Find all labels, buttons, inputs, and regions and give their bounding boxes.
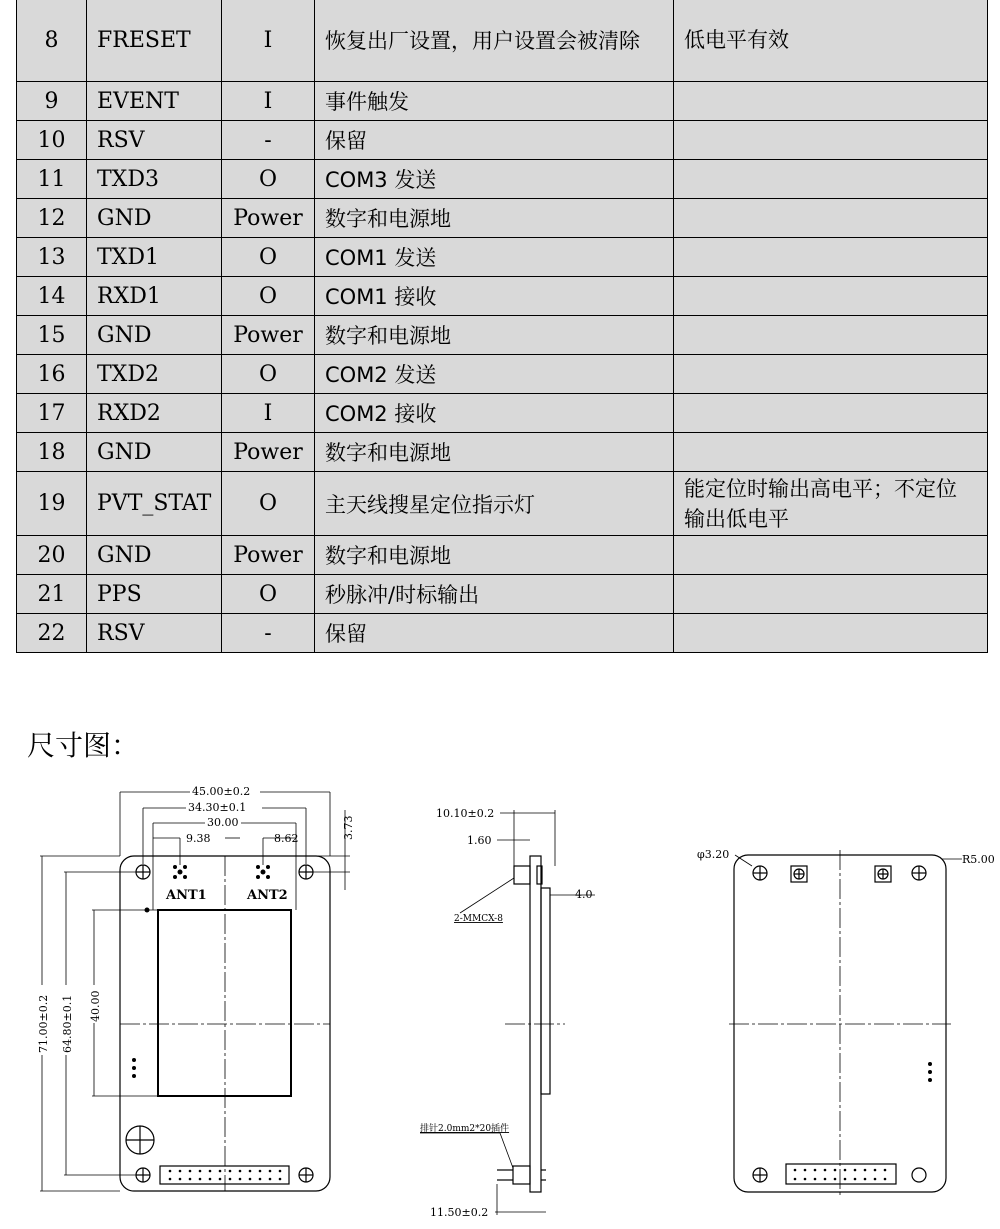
pin-direction-cell: O: [222, 238, 315, 277]
pin-name-cell: GND: [87, 536, 222, 575]
pin-direction-cell: Power: [222, 433, 315, 472]
pin-number-cell: 10: [17, 121, 87, 160]
pin-direction-cell: O: [222, 575, 315, 614]
dim-ant1-offset: 9.38: [186, 832, 211, 845]
hole-diameter-label: φ3.20: [697, 848, 730, 861]
table-row: [17, 394, 988, 433]
dim-hole-vertical: 64.80±0.1: [61, 994, 74, 1053]
pin-number-cell: 22: [17, 614, 87, 653]
dim-screen-width: 30.00: [207, 816, 239, 829]
table-row: [17, 277, 988, 316]
mmcx-label: 2-MMCX-8: [454, 914, 503, 924]
large-hole-icon: [126, 1126, 154, 1154]
pin-note-cell: [674, 536, 988, 575]
dim-width-total: 45.00±0.2: [192, 785, 251, 798]
pin-note-cell: [674, 121, 988, 160]
pin-note-cell: [674, 238, 988, 277]
dim-top-margin: 3.73: [342, 815, 355, 840]
pin-direction-cell: I: [222, 394, 315, 433]
pin-note-cell: [674, 82, 988, 121]
pin-note-cell: [674, 614, 988, 653]
pin-name-cell: PVT_STAT: [87, 472, 222, 536]
pin-direction-cell: O: [222, 472, 315, 536]
table-row: [17, 536, 988, 575]
pin-direction-cell: -: [222, 614, 315, 653]
pin-number-cell: 14: [17, 277, 87, 316]
pin-description-cell: 恢复出厂设置，用户设置会被清除: [315, 0, 674, 82]
table-row: [17, 199, 988, 238]
pin-number-cell: 15: [17, 316, 87, 355]
back-connector-icon: [791, 866, 807, 882]
mount-hole-plain-icon: [912, 1168, 926, 1182]
pin-direction-cell: O: [222, 160, 315, 199]
table-row: [17, 316, 988, 355]
pin-description-cell: 主天线搜星定位指示灯: [315, 472, 674, 536]
pin-number-cell: 20: [17, 536, 87, 575]
pin-name-cell: GND: [87, 316, 222, 355]
pin-description-cell: COM2 接收: [315, 394, 674, 433]
pin-direction-cell: I: [222, 0, 315, 82]
front-view: [40, 792, 350, 1191]
pin-name-cell: EVENT: [87, 82, 222, 121]
mount-hole-icon: [753, 1168, 767, 1182]
dim-height-total: 71.00±0.2: [37, 994, 50, 1053]
pin-direction-cell: O: [222, 355, 315, 394]
corner-radius-label: R5.00: [962, 853, 995, 866]
pin-direction-cell: O: [222, 277, 315, 316]
pin-name-cell: TXD2: [87, 355, 222, 394]
pin-table-body: [17, 0, 988, 653]
table-row: [17, 121, 988, 160]
dim-ant2-offset: 8.62: [274, 832, 299, 845]
pin-note-cell: [674, 394, 988, 433]
dim-right: 4.0: [575, 888, 593, 901]
pin-direction-cell: Power: [222, 536, 315, 575]
pin-note-cell: [674, 160, 988, 199]
mount-hole-icon: [299, 1168, 313, 1182]
table-row: [17, 472, 988, 536]
screen-outline: [158, 910, 291, 1096]
pin-number-cell: 11: [17, 160, 87, 199]
table-row: [17, 614, 988, 653]
pin-number-cell: 17: [17, 394, 87, 433]
pin-name-cell: GND: [87, 199, 222, 238]
pin-number-cell: 12: [17, 199, 87, 238]
pin-description-cell: 秒脉冲/时标输出: [315, 575, 674, 614]
pin-name-cell: RXD1: [87, 277, 222, 316]
side-mmcx-connector: [514, 866, 530, 884]
pin-note-cell: [674, 277, 988, 316]
pin-description-cell: 保留: [315, 614, 674, 653]
dimension-drawing: [0, 770, 1000, 1229]
dim-bottom: 11.50±0.2: [430, 1206, 489, 1219]
dimension-title: 尺寸图：: [27, 729, 140, 762]
back-connector-icon: [875, 866, 891, 882]
pin-name-cell: FRESET: [87, 0, 222, 82]
pin-number-cell: 16: [17, 355, 87, 394]
pin-number-cell: 21: [17, 575, 87, 614]
antenna-connector-icon: [256, 865, 270, 879]
pin-name-cell: RSV: [87, 614, 222, 653]
back-view: [729, 850, 962, 1196]
pin-header: [160, 1166, 289, 1184]
pin-number-cell: 13: [17, 238, 87, 277]
table-row: [17, 238, 988, 277]
table-row: [17, 355, 988, 394]
dim-screen-height: 40.00: [89, 990, 102, 1022]
pin-note-cell: 能定位时输出高电平；不定位输出低电平: [674, 472, 988, 536]
side-screen-outline: [541, 888, 550, 1094]
pin-note-cell: [674, 433, 988, 472]
mount-hole-icon: [136, 865, 150, 879]
dim-hole-spacing: 34.30±0.1: [188, 801, 247, 814]
pin-note-cell: [674, 199, 988, 238]
pin-description-cell: 保留: [315, 121, 674, 160]
side-pin-header: [513, 1166, 530, 1184]
mount-hole-icon: [136, 1168, 150, 1182]
pin-note-cell: [674, 575, 988, 614]
table-row: [17, 575, 988, 614]
pin-number-cell: 19: [17, 472, 87, 536]
table-row: [17, 82, 988, 121]
pinheader-label: 排针2.0mm2*20插件: [420, 1124, 510, 1134]
pin-description-cell: COM1 接收: [315, 277, 674, 316]
pin-number-cell: 9: [17, 82, 87, 121]
front-dimension-labels: [37, 785, 355, 1055]
pin-name-cell: GND: [87, 433, 222, 472]
ant1-label: ANT1: [166, 888, 207, 903]
pin-note-cell: [674, 316, 988, 355]
pin-direction-cell: Power: [222, 316, 315, 355]
pin-number-cell: 8: [17, 0, 87, 82]
pin-description-cell: 数字和电源地: [315, 536, 674, 575]
pin-note-cell: 低电平有效: [674, 0, 988, 82]
pin-direction-cell: -: [222, 121, 315, 160]
pin-description-cell: COM3 发送: [315, 160, 674, 199]
table-row: [17, 0, 988, 82]
pin-name-cell: PPS: [87, 575, 222, 614]
back-pin-header: [786, 1164, 896, 1184]
pin-description-cell: 数字和电源地: [315, 433, 674, 472]
table-row: [17, 160, 988, 199]
pin-name-cell: RSV: [87, 121, 222, 160]
pin-description-cell: 事件触发: [315, 82, 674, 121]
pin-direction-cell: Power: [222, 199, 315, 238]
ant2-label: ANT2: [247, 888, 288, 903]
pin-name-cell: TXD3: [87, 160, 222, 199]
pin-description-cell: COM2 发送: [315, 355, 674, 394]
side-view: [420, 810, 595, 1215]
pin-description-cell: COM1 发送: [315, 238, 674, 277]
pin-description-cell: 数字和电源地: [315, 199, 674, 238]
pin-description-cell: 数字和电源地: [315, 316, 674, 355]
pin-direction-cell: I: [222, 82, 315, 121]
mount-hole-icon: [753, 866, 767, 880]
antenna-connector-icon: [173, 865, 187, 879]
dim-thickness: 10.10±0.2: [436, 807, 495, 820]
dim-connector: 1.60: [467, 834, 492, 847]
mount-hole-icon: [912, 866, 926, 880]
pin-name-cell: TXD1: [87, 238, 222, 277]
pin-note-cell: [674, 355, 988, 394]
pin-number-cell: 18: [17, 433, 87, 472]
table-row: [17, 433, 988, 472]
pin-definition-table: [16, 0, 988, 653]
side-dimension-labels: [420, 807, 593, 1219]
pin-name-cell: RXD2: [87, 394, 222, 433]
